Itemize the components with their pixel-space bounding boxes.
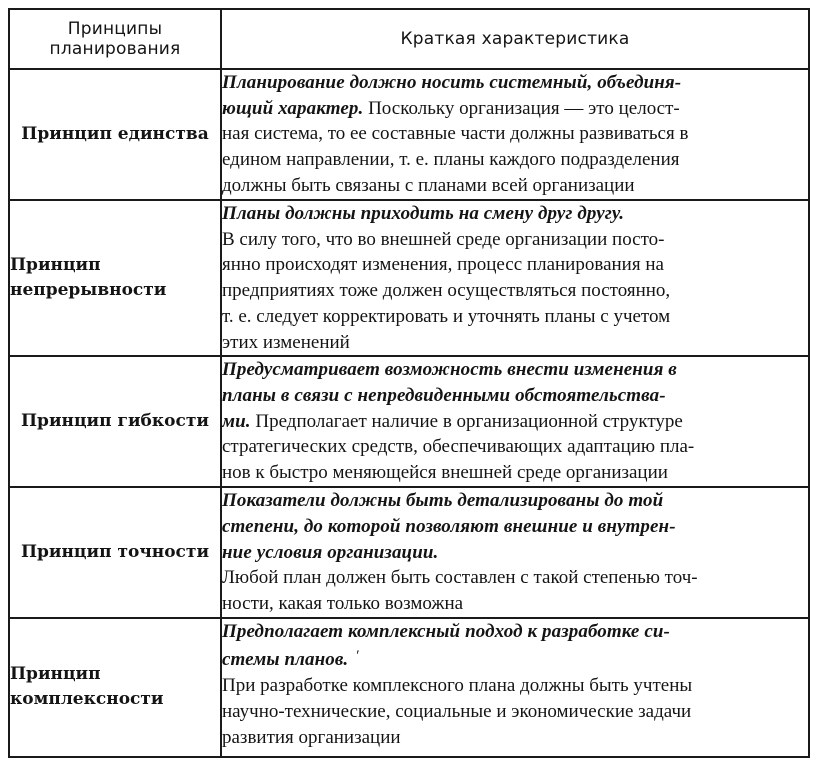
principle-name: Принцип единства: [21, 124, 209, 144]
principle-name-cell: [9, 356, 221, 487]
description-line: [222, 409, 808, 435]
regular-text: Поскольку организация — это целост-: [363, 97, 680, 119]
description-line: [222, 434, 808, 460]
header-line: Принципы: [67, 19, 163, 39]
principle-description-cell: [221, 69, 809, 200]
regular-text: этих изменений: [222, 331, 350, 353]
description-line: [222, 121, 808, 147]
principle-name: Принцип гибкости: [21, 411, 209, 432]
description-line: [222, 514, 808, 540]
emphasized-text: Предусматривает возможность внести изменения в: [222, 359, 677, 381]
description-line: [222, 330, 808, 356]
principle-name-cell: [9, 200, 221, 356]
regular-text: стратегических средств, обеспечивающих адаптацию пла-: [222, 436, 695, 458]
description-line: [222, 591, 808, 617]
regular-text: т. е. следует корректировать и уточнять планы с учетом: [222, 305, 671, 327]
description-line: [222, 460, 808, 486]
emphasized-text: планы в связи с непредвиденными обстоятельства-: [222, 384, 666, 406]
regular-text: предприятиях тоже должен осуществляться постоянно,: [222, 280, 671, 302]
description-line: [222, 227, 808, 253]
regular-text: При разработке комплексного плана должны быть учтены: [222, 675, 693, 697]
description-line: [222, 725, 808, 751]
description-line: [222, 357, 808, 383]
principles-table-sheet: [8, 8, 808, 754]
regular-text: Предполагает наличие в организационной структуре: [250, 410, 683, 432]
emphasized-text: Предполагает комплексный подход к разработке си-: [222, 620, 670, 642]
table-row: [9, 487, 809, 618]
principle-description-cell: [221, 356, 809, 487]
emphasized-text: Планирование должно носить системный, объединя-: [222, 72, 682, 93]
principle-name: Принцип точности: [20, 541, 210, 562]
description-line: [222, 383, 808, 409]
table-row: [9, 69, 809, 200]
principle-name: комплексности: [10, 689, 164, 710]
table-row: [9, 200, 809, 356]
table-row: [9, 356, 809, 487]
description-line: [222, 304, 808, 330]
regular-text: ности, какая только возможна: [222, 593, 464, 615]
header-principles-column: [9, 9, 221, 69]
description-line: [222, 619, 808, 645]
regular-text: развития организации: [222, 726, 401, 748]
description-line: [222, 70, 808, 96]
description-line: [222, 278, 808, 304]
description-line: [222, 173, 808, 199]
description-line: [222, 96, 808, 122]
principle-description-cell: [221, 487, 809, 618]
description-line: [222, 565, 808, 591]
description-line: [222, 488, 808, 514]
emphasized-text: степени, до которой позволяют внешние и внутрен-: [222, 515, 676, 537]
principle-name: Принцип: [10, 664, 101, 685]
emphasized-text: Показатели должны быть детализированы до той: [222, 490, 664, 512]
emphasized-text: ми.: [222, 410, 251, 432]
description-line: [222, 699, 808, 725]
regular-text: янно происходят изменения, процесс планирования на: [222, 254, 664, 276]
stray-mark: ′: [356, 648, 360, 665]
description-line: [222, 252, 808, 278]
principle-description-cell: [221, 618, 809, 757]
table-row: [9, 618, 809, 757]
emphasized-text: ние условия организации.: [222, 541, 439, 563]
description-line: [222, 540, 808, 566]
table-header-row: [9, 9, 809, 69]
principle-name-cell: [9, 487, 221, 618]
description-line: [222, 201, 808, 227]
regular-text: Любой план должен быть составлен с такой степенью точ-: [222, 567, 698, 589]
principle-name-cell: [9, 69, 221, 200]
description-line: [222, 147, 808, 173]
emphasized-text: Планы должны приходить на смену друг другу.: [222, 203, 625, 224]
regular-text: научно-технические, социальные и экономические задачи: [222, 700, 692, 722]
planning-principles-table: [8, 8, 810, 758]
regular-text: В силу того, что во внешней среде организации посто-: [222, 228, 665, 250]
header-characteristics-column: Краткая характеристика: [221, 9, 809, 69]
description-line: [222, 644, 808, 673]
table-body: [9, 69, 809, 757]
description-line: [222, 673, 808, 699]
principle-name: Принцип: [10, 255, 101, 276]
principle-name: непрерывности: [10, 280, 167, 301]
regular-text: ная система, то ее составные части должны развиваться в: [222, 123, 689, 145]
regular-text: едином направлении, т. е. планы каждого подразделения: [222, 149, 680, 171]
emphasized-text: ющий характер.: [222, 97, 364, 119]
emphasized-text: стемы планов.: [222, 649, 349, 671]
regular-text: нов к быстро меняющейся внешней среде организации: [222, 462, 668, 484]
regular-text: должны быть связаны с планами всей организации: [222, 174, 635, 196]
header-line: планирования: [49, 39, 181, 59]
principle-name-cell: [9, 618, 221, 757]
principle-description-cell: [221, 200, 809, 356]
